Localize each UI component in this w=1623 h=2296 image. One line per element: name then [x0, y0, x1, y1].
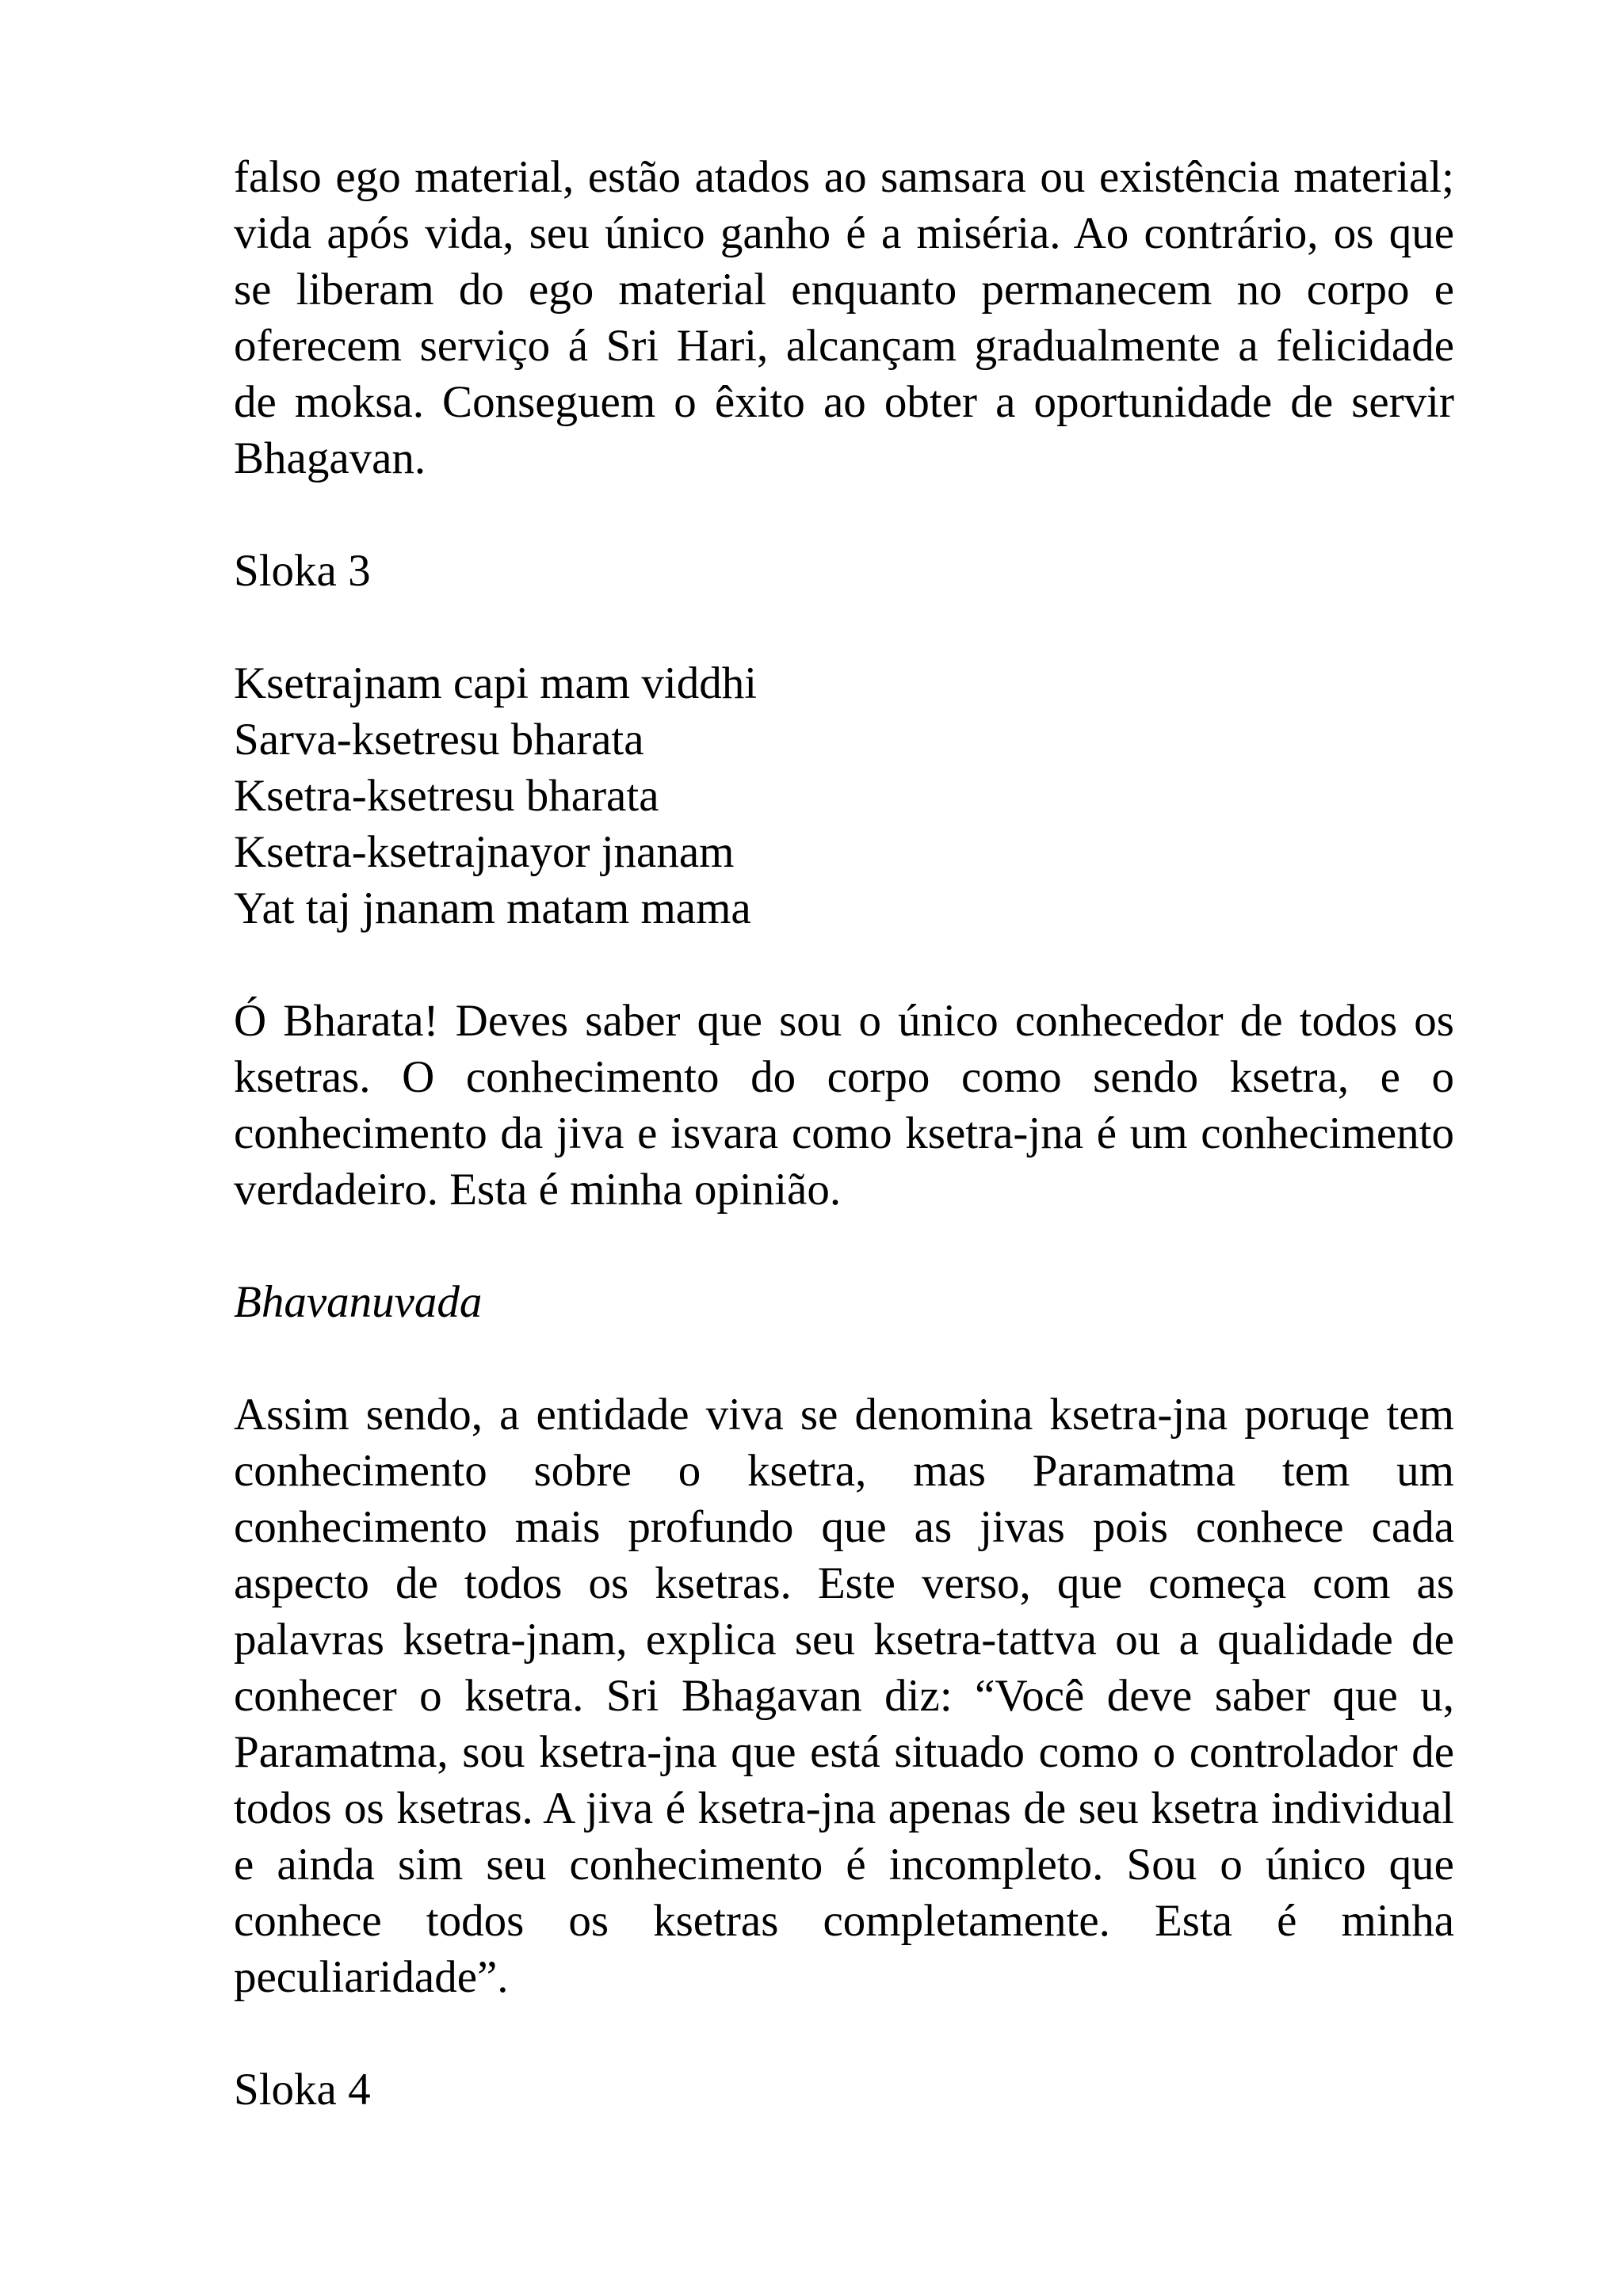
verse-line: Ksetra-ksetresu bharata: [234, 771, 659, 821]
page-content: [234, 149, 1454, 2118]
translation-paragraph: Ó Bharata! Deves saber que sou o único conhecedor de todos os ksetras. O conhecimento do corpo como sendo ksetra, e o conhecimento da jiva e isvara como ksetra-jna é um conhecimento verdadeiro. Esta é minha opinião.: [234, 996, 1454, 1215]
bhavanuvada-paragraph: Assim sendo, a entidade viva se denomina ksetra-jna poruqe tem conhecimento sobre o ksetra, mas Paramatma tem um conhecimento mais profundo que as jivas pois conhece cada aspecto de todos os ksetras. Este verso, que começa com as palavras ksetra-jnam, explica seu ksetra-tattva ou a qualidade de conhecer o ksetra. Sri Bhagavan diz: “Você deve saber que u, Paramatma, sou ksetra-jna que está situado como o controlador de todos os ksetras. A jiva é ksetra-jna apenas de seu ksetra individual e ainda sim seu conhecimento é incompleto. Sou o único que conhece todos os ksetras completamente. Esta é minha peculiaridade”.: [234, 1390, 1454, 2002]
verse-line: Ksetra-ksetrajnayor jnanam: [234, 827, 735, 877]
verse-line: Sarva-ksetresu bharata: [234, 715, 644, 765]
sloka-4-heading: Sloka 4: [234, 2065, 371, 2115]
sloka-3-verse: [234, 655, 1454, 936]
intro-paragraph: falso ego material, estão atados ao samsara ou existência material; vida após vida, seu único ganho é a miséria. Ao contrário, os que se liberam do ego material enquanto permanecem no corpo e oferecem serviço á Sri Hari, alcançam gradualmente a felicidade de moksa. Conseguem o êxito ao obter a oportunidade de servir Bhagavan.: [234, 152, 1454, 483]
verse-line: Ksetrajnam capi mam viddhi: [234, 658, 758, 708]
sloka-3-heading: Sloka 3: [234, 546, 371, 596]
verse-line: Yat taj jnanam matam mama: [234, 883, 751, 933]
bhavanuvada-heading: Bhavanuvada: [234, 1277, 483, 1327]
